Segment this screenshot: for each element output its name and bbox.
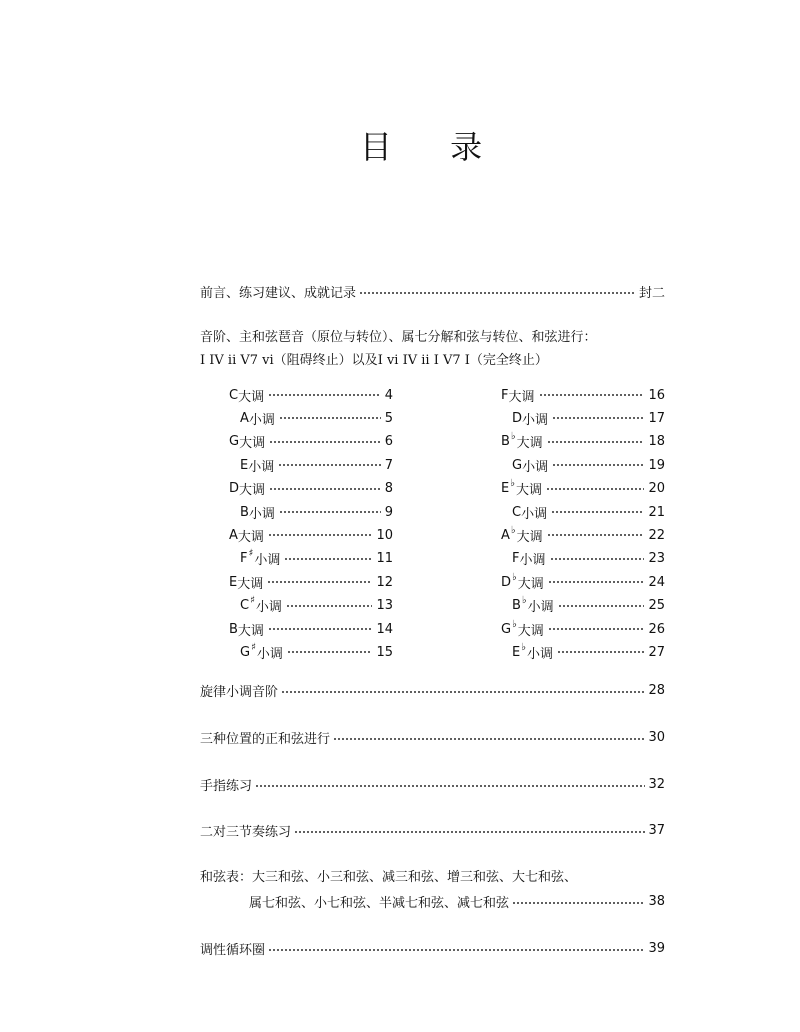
key-mode: 小调 (248, 412, 275, 428)
dot-leader (287, 651, 373, 653)
key-page: 14 (376, 621, 393, 637)
dot-leader (539, 394, 645, 396)
key-page: 18 (648, 434, 665, 450)
key-root: B (501, 434, 510, 450)
toc-entry-melodic-minor[interactable] (200, 680, 665, 700)
key-mode: 大调 (237, 529, 264, 545)
dot-leader (278, 464, 380, 466)
key-root: F (501, 387, 509, 403)
key-mode: 小调 (521, 506, 548, 522)
dot-leader (279, 511, 381, 513)
key-mode: 大调 (517, 576, 544, 592)
key-entry-right[interactable] (501, 572, 665, 592)
key-root: A (501, 527, 510, 543)
key-entry-right[interactable] (501, 385, 665, 405)
dot-leader (359, 292, 636, 294)
key-mode: 小调 (248, 459, 275, 475)
entry-label: 三种位置的正和弦进行 (200, 731, 331, 747)
key-root: D (229, 481, 240, 497)
key-page: 21 (648, 504, 665, 520)
dot-leader (269, 488, 381, 490)
key-root: B (240, 504, 249, 520)
key-mode: 大调 (516, 529, 543, 545)
entry-page: 28 (648, 682, 665, 698)
key-mode: 大调 (515, 483, 542, 499)
flat-icon: ♭ (510, 431, 516, 443)
key-page: 22 (648, 527, 665, 543)
dot-leader (550, 558, 645, 560)
key-root: G (229, 434, 240, 450)
entry-label: 二对三节奏练习 (200, 824, 292, 840)
key-root: B (512, 598, 521, 614)
key-root: C (229, 387, 239, 403)
key-root: F (512, 551, 520, 567)
key-mode: 大调 (517, 623, 544, 639)
key-root: C (240, 598, 250, 614)
toc-entry-chord-chart[interactable] (249, 891, 665, 911)
key-mode: 大调 (237, 623, 264, 639)
key-root: D (501, 574, 512, 590)
dot-leader (255, 785, 645, 787)
key-mode: 小调 (256, 646, 283, 662)
key-entry-right[interactable] (501, 525, 665, 545)
key-entry-left[interactable] (240, 549, 393, 569)
key-root: B (229, 621, 238, 637)
dot-leader (267, 581, 372, 583)
dot-leader (268, 534, 373, 536)
toc-entry-circle-of-fifths[interactable] (200, 938, 665, 958)
dot-leader (548, 581, 645, 583)
key-mode: 大调 (239, 436, 266, 452)
key-mode: 大调 (237, 576, 264, 592)
key-entry-left[interactable] (240, 408, 393, 428)
key-entry-right[interactable] (512, 549, 665, 569)
entry-label: 旋律小调音阶 (200, 684, 279, 700)
entry-page: 32 (648, 776, 665, 792)
key-page: 17 (648, 410, 665, 426)
key-root: F (240, 551, 248, 567)
flat-icon: ♭ (521, 595, 527, 607)
dot-leader (552, 417, 644, 419)
key-page: 10 (376, 527, 393, 543)
key-entry-right[interactable] (501, 619, 665, 639)
dot-leader (552, 464, 644, 466)
toc-entry-front-matter[interactable] (200, 281, 665, 301)
key-mode: 小调 (248, 506, 275, 522)
key-page: 25 (648, 598, 665, 614)
dot-leader (284, 558, 372, 560)
key-mode: 大调 (239, 483, 266, 499)
key-mode: 大调 (508, 389, 535, 405)
authentic-label: （完全终止） (469, 353, 548, 368)
key-entry-right[interactable] (512, 408, 665, 428)
dot-leader (558, 605, 645, 607)
dot-leader (269, 441, 381, 443)
dot-leader (548, 628, 645, 630)
key-mode: 小调 (522, 459, 549, 475)
key-page: 7 (384, 457, 393, 473)
dot-leader (268, 394, 381, 396)
key-page: 23 (648, 551, 665, 567)
dot-leader (557, 651, 645, 653)
key-entry-right[interactable] (512, 455, 665, 475)
key-mode: 大调 (238, 389, 265, 405)
key-entry-left[interactable] (229, 619, 393, 639)
key-page: 9 (384, 504, 393, 520)
entry-label: 手指练习 (200, 778, 253, 794)
key-mode: 小调 (255, 600, 282, 616)
dot-leader (551, 511, 644, 513)
key-mode: 小调 (526, 646, 553, 662)
dot-leader (294, 831, 645, 833)
dot-leader (512, 902, 645, 904)
key-entry-left[interactable] (229, 385, 393, 405)
key-root: E (512, 644, 521, 660)
key-entry-left[interactable] (240, 502, 393, 522)
key-root: A (229, 527, 238, 543)
key-page: 4 (384, 387, 393, 403)
dot-leader (333, 738, 645, 740)
dot-leader (281, 691, 645, 693)
flat-icon: ♭ (510, 524, 516, 536)
key-root: A (240, 410, 249, 426)
sharp-icon: ♯ (250, 595, 255, 607)
flat-icon: ♭ (512, 618, 517, 630)
key-page: 24 (648, 574, 665, 590)
toc-entry-finger-exercises[interactable] (200, 774, 665, 794)
key-entry-left[interactable] (240, 455, 393, 475)
key-mode: 大调 (516, 436, 543, 452)
entry-page: 封二 (638, 285, 665, 301)
key-entry-left[interactable] (229, 525, 393, 545)
key-page: 13 (376, 598, 393, 614)
flat-icon: ♭ (510, 478, 515, 490)
key-entry-left[interactable] (229, 479, 393, 499)
dot-leader (279, 417, 381, 419)
key-entry-left[interactable] (229, 572, 393, 592)
dot-leader (268, 949, 645, 951)
key-page: 8 (384, 481, 393, 497)
key-root: G (501, 621, 512, 637)
entry-page: 38 (648, 893, 665, 909)
key-entry-right[interactable] (501, 479, 665, 499)
scales-intro-line1: 音阶、主和弦琶音（原位与转位）、属七分解和弦与转位、和弦进行： (200, 330, 597, 345)
flat-icon: ♭ (521, 641, 526, 653)
key-entry-right[interactable] (512, 502, 665, 522)
key-mode: 小调 (254, 553, 281, 569)
key-page: 11 (376, 551, 393, 567)
deceptive-label: （阻碍终止）以及 (273, 353, 378, 368)
key-root: D (512, 410, 523, 426)
entry-label: 前言、练习建议、成就记录 (200, 285, 357, 301)
progression-authentic: I vi IV ii I V7 I (377, 353, 470, 368)
key-page: 27 (648, 644, 665, 660)
dot-leader (546, 488, 645, 490)
key-entry-right[interactable] (512, 642, 665, 662)
page-title: 目 录 (359, 128, 507, 166)
key-entry-right[interactable] (512, 596, 665, 616)
scales-intro-line2 (200, 351, 548, 371)
flat-icon: ♭ (512, 571, 517, 583)
key-mode: 小调 (519, 553, 546, 569)
dot-leader (268, 628, 373, 630)
key-page: 16 (648, 387, 665, 403)
key-root: E (229, 574, 238, 590)
dot-leader (286, 605, 373, 607)
key-mode: 小调 (527, 600, 554, 616)
key-mode: 小调 (522, 412, 549, 428)
key-page: 6 (384, 434, 393, 450)
key-page: 12 (376, 574, 393, 590)
entry-label: 调性循环圈 (200, 942, 266, 958)
key-page: 26 (648, 621, 665, 637)
sharp-icon: ♯ (248, 548, 254, 560)
sharp-icon: ♯ (251, 641, 256, 653)
key-entry-right[interactable] (501, 432, 665, 452)
key-root: G (240, 644, 251, 660)
toc-entry-two-against-three[interactable] (200, 820, 665, 840)
dot-leader (547, 441, 645, 443)
progression-deceptive: I IV ii V7 vi (200, 353, 274, 368)
entry-page: 37 (648, 822, 665, 838)
dot-leader (547, 534, 645, 536)
toc-entry-primary-chords[interactable] (200, 727, 665, 747)
key-root: E (240, 457, 249, 473)
key-root: C (512, 504, 522, 520)
key-entry-left[interactable] (240, 596, 393, 616)
chord-chart-line1: 和弦表：大三和弦、小三和弦、减三和弦、增三和弦、大七和弦、 (200, 870, 578, 885)
key-entry-left[interactable] (240, 642, 393, 662)
key-entry-left[interactable] (229, 432, 393, 452)
entry-page: 30 (648, 729, 665, 745)
entry-page: 39 (648, 940, 665, 956)
key-page: 19 (648, 457, 665, 473)
key-page: 5 (384, 410, 393, 426)
key-page: 20 (648, 481, 665, 497)
entry-label: 属七和弦、小七和弦、半减七和弦、减七和弦 (249, 895, 510, 911)
key-page: 15 (376, 644, 393, 660)
key-root: E (501, 481, 510, 497)
key-root: G (512, 457, 523, 473)
